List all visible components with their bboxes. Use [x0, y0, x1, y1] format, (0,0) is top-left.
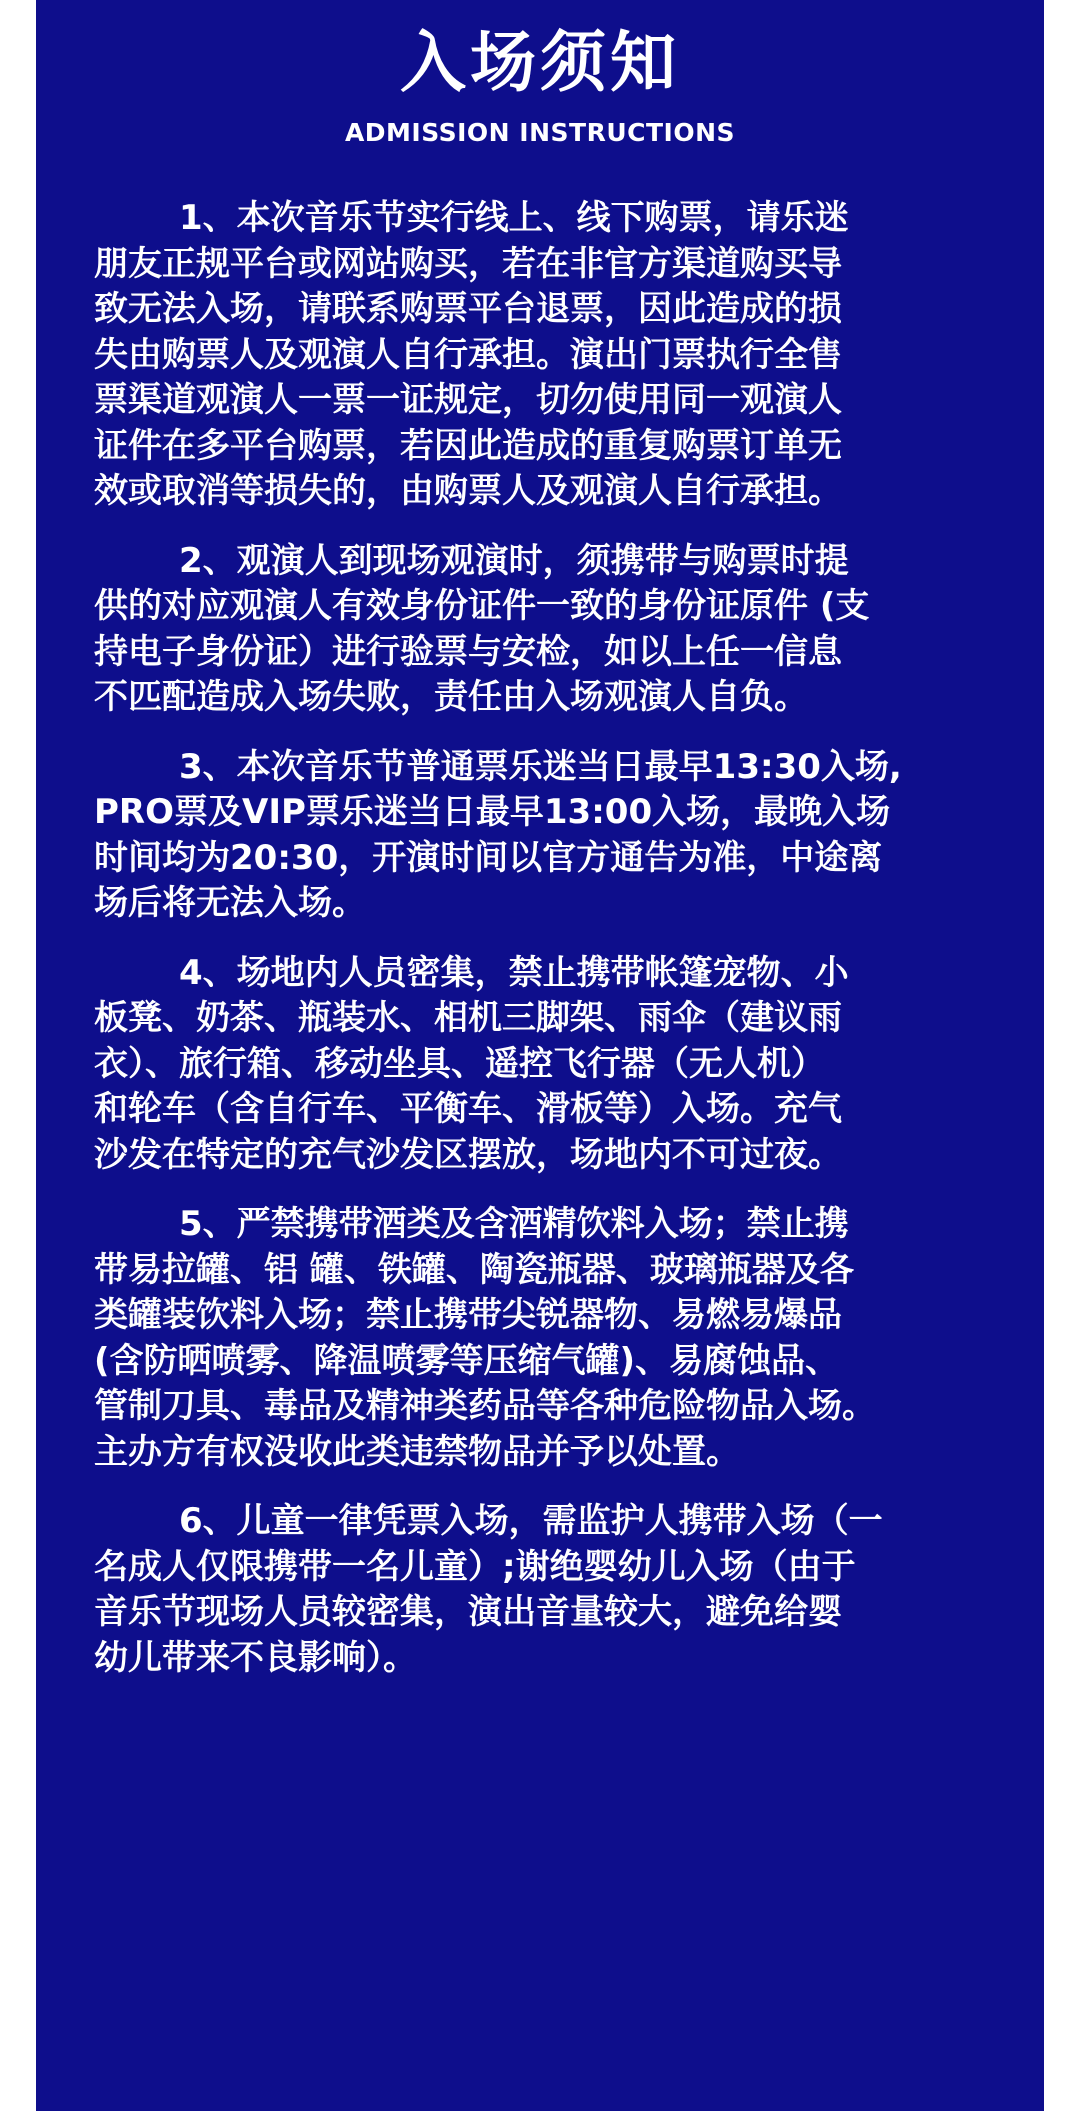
instruction-line: 板凳、奶茶、瓶装水、相机三脚架、雨伞（建议雨: [94, 998, 842, 1038]
instruction-line: 票渠道观演人一票一证规定，切勿使用同一观演人: [94, 380, 842, 420]
instruction-line: 类罐装饮料入场；禁止携带尖锐器物、易燃易爆品: [94, 1295, 842, 1335]
instruction-line: 音乐节现场人员较密集，演出音量较大，避免给婴: [94, 1592, 842, 1632]
instruction-line: 证件在多平台购票，若因此造成的重复购票订单无: [94, 425, 842, 466]
instruction-line: 6、儿童一律凭票入场，需监护人携带入场（一: [179, 1501, 883, 1541]
instruction-line: 管制刀具、毒品及精神类药品等各种危险物品入场。: [94, 1386, 876, 1426]
instruction-line: 供的对应观演人有效身份证件一致的身份证原件 (支: [94, 586, 870, 626]
instruction-line: 2、观演人到现场观演时，须携带与购票时提: [179, 540, 849, 581]
instruction-line: 效或取消等损失的，由购票人及观演人自行承担。: [94, 471, 842, 511]
page-title: 入场须知: [400, 24, 680, 101]
instruction-line: (含防晒喷雾、降温喷雾等压缩气罐)、易腐蚀品、: [94, 1340, 840, 1381]
instruction-item-5: [94, 1202, 1034, 1475]
instruction-line: 幼儿带来不良影响）。: [94, 1637, 417, 1678]
instruction-item-2: [94, 539, 1034, 721]
instruction-line: 带易拉罐、铝 罐、铁罐、陶瓷瓶器、玻璃瓶器及各: [94, 1249, 854, 1290]
instruction-line: 4、场地内人员密集，禁止携带帐篷宠物、小: [179, 952, 849, 993]
instruction-line: PRO票及VIP票乐迷当日最早13:00入场，最晚入场: [94, 792, 891, 832]
notice-panel: [36, 0, 1044, 2111]
instruction-line: 不匹配造成入场失败，责任由入场观演人自负。: [94, 677, 808, 717]
instruction-line: 朋友正规平台或网站购买，若在非官方渠道购买导: [94, 243, 842, 284]
instruction-line: 沙发在特定的充气沙发区摆放，场地内不可过夜。: [94, 1134, 842, 1175]
instruction-line: 主办方有权没收此类违禁物品并予以处置。: [94, 1431, 740, 1472]
instruction-line: 时间均为20:30，开演时间以官方通告为准，中途离: [94, 837, 883, 878]
instruction-line: 衣）、旅行箱、移动坐具、遥控飞行器（无人机）: [94, 1043, 825, 1084]
instructions-list: [94, 196, 1034, 1705]
instruction-line: 5、严禁携带酒类及含酒精饮料入场；禁止携: [179, 1204, 849, 1244]
instruction-line: 失由购票人及观演人自行承担。演出门票执行全售: [94, 334, 842, 375]
instruction-line: 和轮车（含自行车、平衡车、滑板等）入场。充气: [94, 1089, 842, 1129]
instruction-item-6: [94, 1499, 1034, 1681]
instruction-line: 持电子身份证）进行验票与安检，如以上任一信息: [94, 631, 842, 672]
page-subtitle: ADMISSION INSTRUCTIONS: [344, 118, 736, 147]
instruction-line: 致无法入场，请联系购票平台退票，因此造成的损: [94, 289, 842, 329]
instruction-line: 1、本次音乐节实行线上、线下购票，请乐迷: [179, 198, 849, 238]
instruction-item-4: [94, 951, 1034, 1179]
instruction-line: 场后将无法入场。: [94, 883, 366, 923]
instruction-item-1: [94, 196, 1034, 515]
instruction-item-3: [94, 745, 1034, 927]
instruction-line: 名成人仅限携带一名儿童）;谢绝婴幼儿入场（由于: [94, 1546, 856, 1587]
instruction-line: 3、本次音乐节普通票乐迷当日最早13:30入场,: [179, 746, 902, 787]
